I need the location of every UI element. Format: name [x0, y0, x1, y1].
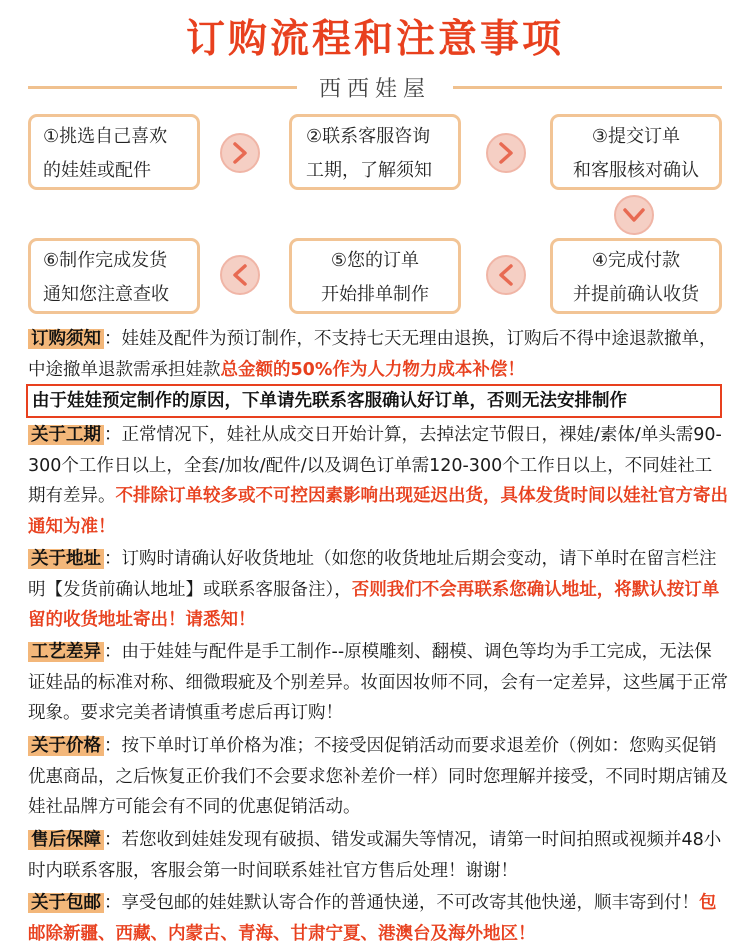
address-text: ：订购时请确认好收货地址（如您的收货地址后期会变动，请下单时在留言栏注明【发货前确认地址】或联系客服备注），	[28, 549, 717, 600]
boxed-notice: 由于娃娃预定制作的原因，下单请先联系客服确认好订单，否则无法安排制作	[26, 384, 722, 418]
step-2-line2: 工期，了解须知	[306, 160, 432, 181]
address-section	[28, 544, 728, 636]
lead-time-warning: 不排除订单较多或不可控因素影响出现延迟出货，具体发货时间以娃社官方寄出通知为准！	[28, 486, 728, 537]
step-4-line2: 并提前确认收货	[573, 284, 699, 305]
step-3-line1: ③提交订单	[591, 126, 681, 147]
chevron-left-icon	[486, 255, 526, 295]
order-notice-label: 订购须知	[28, 329, 104, 349]
step-1-line2: 的娃娃或配件	[43, 160, 151, 181]
step-1-box	[28, 114, 200, 190]
step-5-box	[289, 238, 461, 314]
order-notice-text: ：娃娃及配件为预订制作，不支持七天无理由退换，订购后不得中途退款撤单，中途撤单退款需承担娃款	[28, 329, 717, 380]
price-label: 关于价格	[28, 736, 104, 756]
lead-time-label: 关于工期	[28, 425, 104, 445]
subtitle-row	[28, 72, 722, 102]
address-label: 关于地址	[28, 549, 104, 569]
step-6-box	[28, 238, 200, 314]
page-title: 订购流程和注意事项	[185, 17, 564, 62]
step-1-line1: ①挑选自己喜欢	[43, 126, 168, 147]
craft-label: 工艺差异	[28, 642, 104, 662]
chevron-right-icon	[220, 133, 260, 173]
chevron-left-icon	[220, 255, 260, 295]
address-warning: 否则我们不会再联系您确认地址，将默认按订单留的收货地址寄出！请悉知！	[28, 579, 720, 630]
chevron-right-icon	[486, 133, 526, 173]
step-6-line2: 通知您注意查收	[43, 284, 169, 305]
step-5-line1: ⑤您的订单	[330, 250, 420, 271]
step-2-line1: ②联系客服咨询	[306, 126, 431, 147]
craft-section	[28, 637, 728, 729]
shipping-warning: 包邮除新疆、西藏、内蒙古、青海、甘肃宁夏、港澳台及海外地区！	[28, 893, 717, 944]
shipping-text: ：享受包邮的娃娃默认寄合作的普通快递，不可改寄其他快递，顺丰寄到付！	[104, 893, 699, 913]
step-2-box	[289, 114, 461, 190]
order-notice-warning: 总金额的50%作为人力物力成本补偿！	[220, 359, 525, 380]
price-section	[28, 731, 728, 823]
step-6-line1: ⑥制作完成发货	[43, 250, 168, 271]
shipping-section	[28, 888, 728, 949]
chevron-down-icon	[614, 195, 654, 235]
step-4-box	[550, 238, 722, 314]
after-sales-section	[28, 825, 728, 886]
after-sales-label: 售后保障	[28, 830, 104, 850]
lead-time-section	[28, 420, 728, 542]
after-sales-text: ：若您收到娃娃发现有破损、错发或漏失等情况，请第一时间拍照或视频并48小时内联系客服，客服会第一时间联系娃社官方售后处理！谢谢！	[28, 830, 722, 881]
order-notice-section	[28, 324, 728, 385]
step-5-line2: 开始排单制作	[321, 284, 429, 305]
price-text: ：按下单时订单价格为准；不接受因促销活动而要求退差价（例如：您购买促销优惠商品，之后恢复正价我们不会要求您补差价一样）同时您理解并接受，不同时期店铺及娃社品牌方可能会有不同的优惠促销活动。	[28, 736, 728, 817]
shop-name: 西西娃屋	[297, 72, 453, 103]
step-3-box	[550, 114, 722, 190]
step-3-line2: 和客服核对确认	[573, 160, 699, 181]
lead-time-text: ：正常情况下，娃社从成交日开始计算，去掉法定节假日，裸娃/素体/单头需90-300个工作日以上，全套/加妆/配件/以及调色订单需120-300个工作日以上，不同娃社工期有差异。	[28, 425, 722, 506]
craft-text: ：由于娃娃与配件是手工制作--原模雕刻、翻模、调色等均为手工完成，无法保证娃品的标准对称、细微瑕疵及个别差异。妆面因妆师不同，会有一定差异，这些属于正常现象。要求完美者请慎重考虑后再订购！	[28, 642, 728, 723]
step-4-line1: ④完成付款	[591, 250, 681, 271]
shipping-label: 关于包邮	[28, 893, 104, 913]
